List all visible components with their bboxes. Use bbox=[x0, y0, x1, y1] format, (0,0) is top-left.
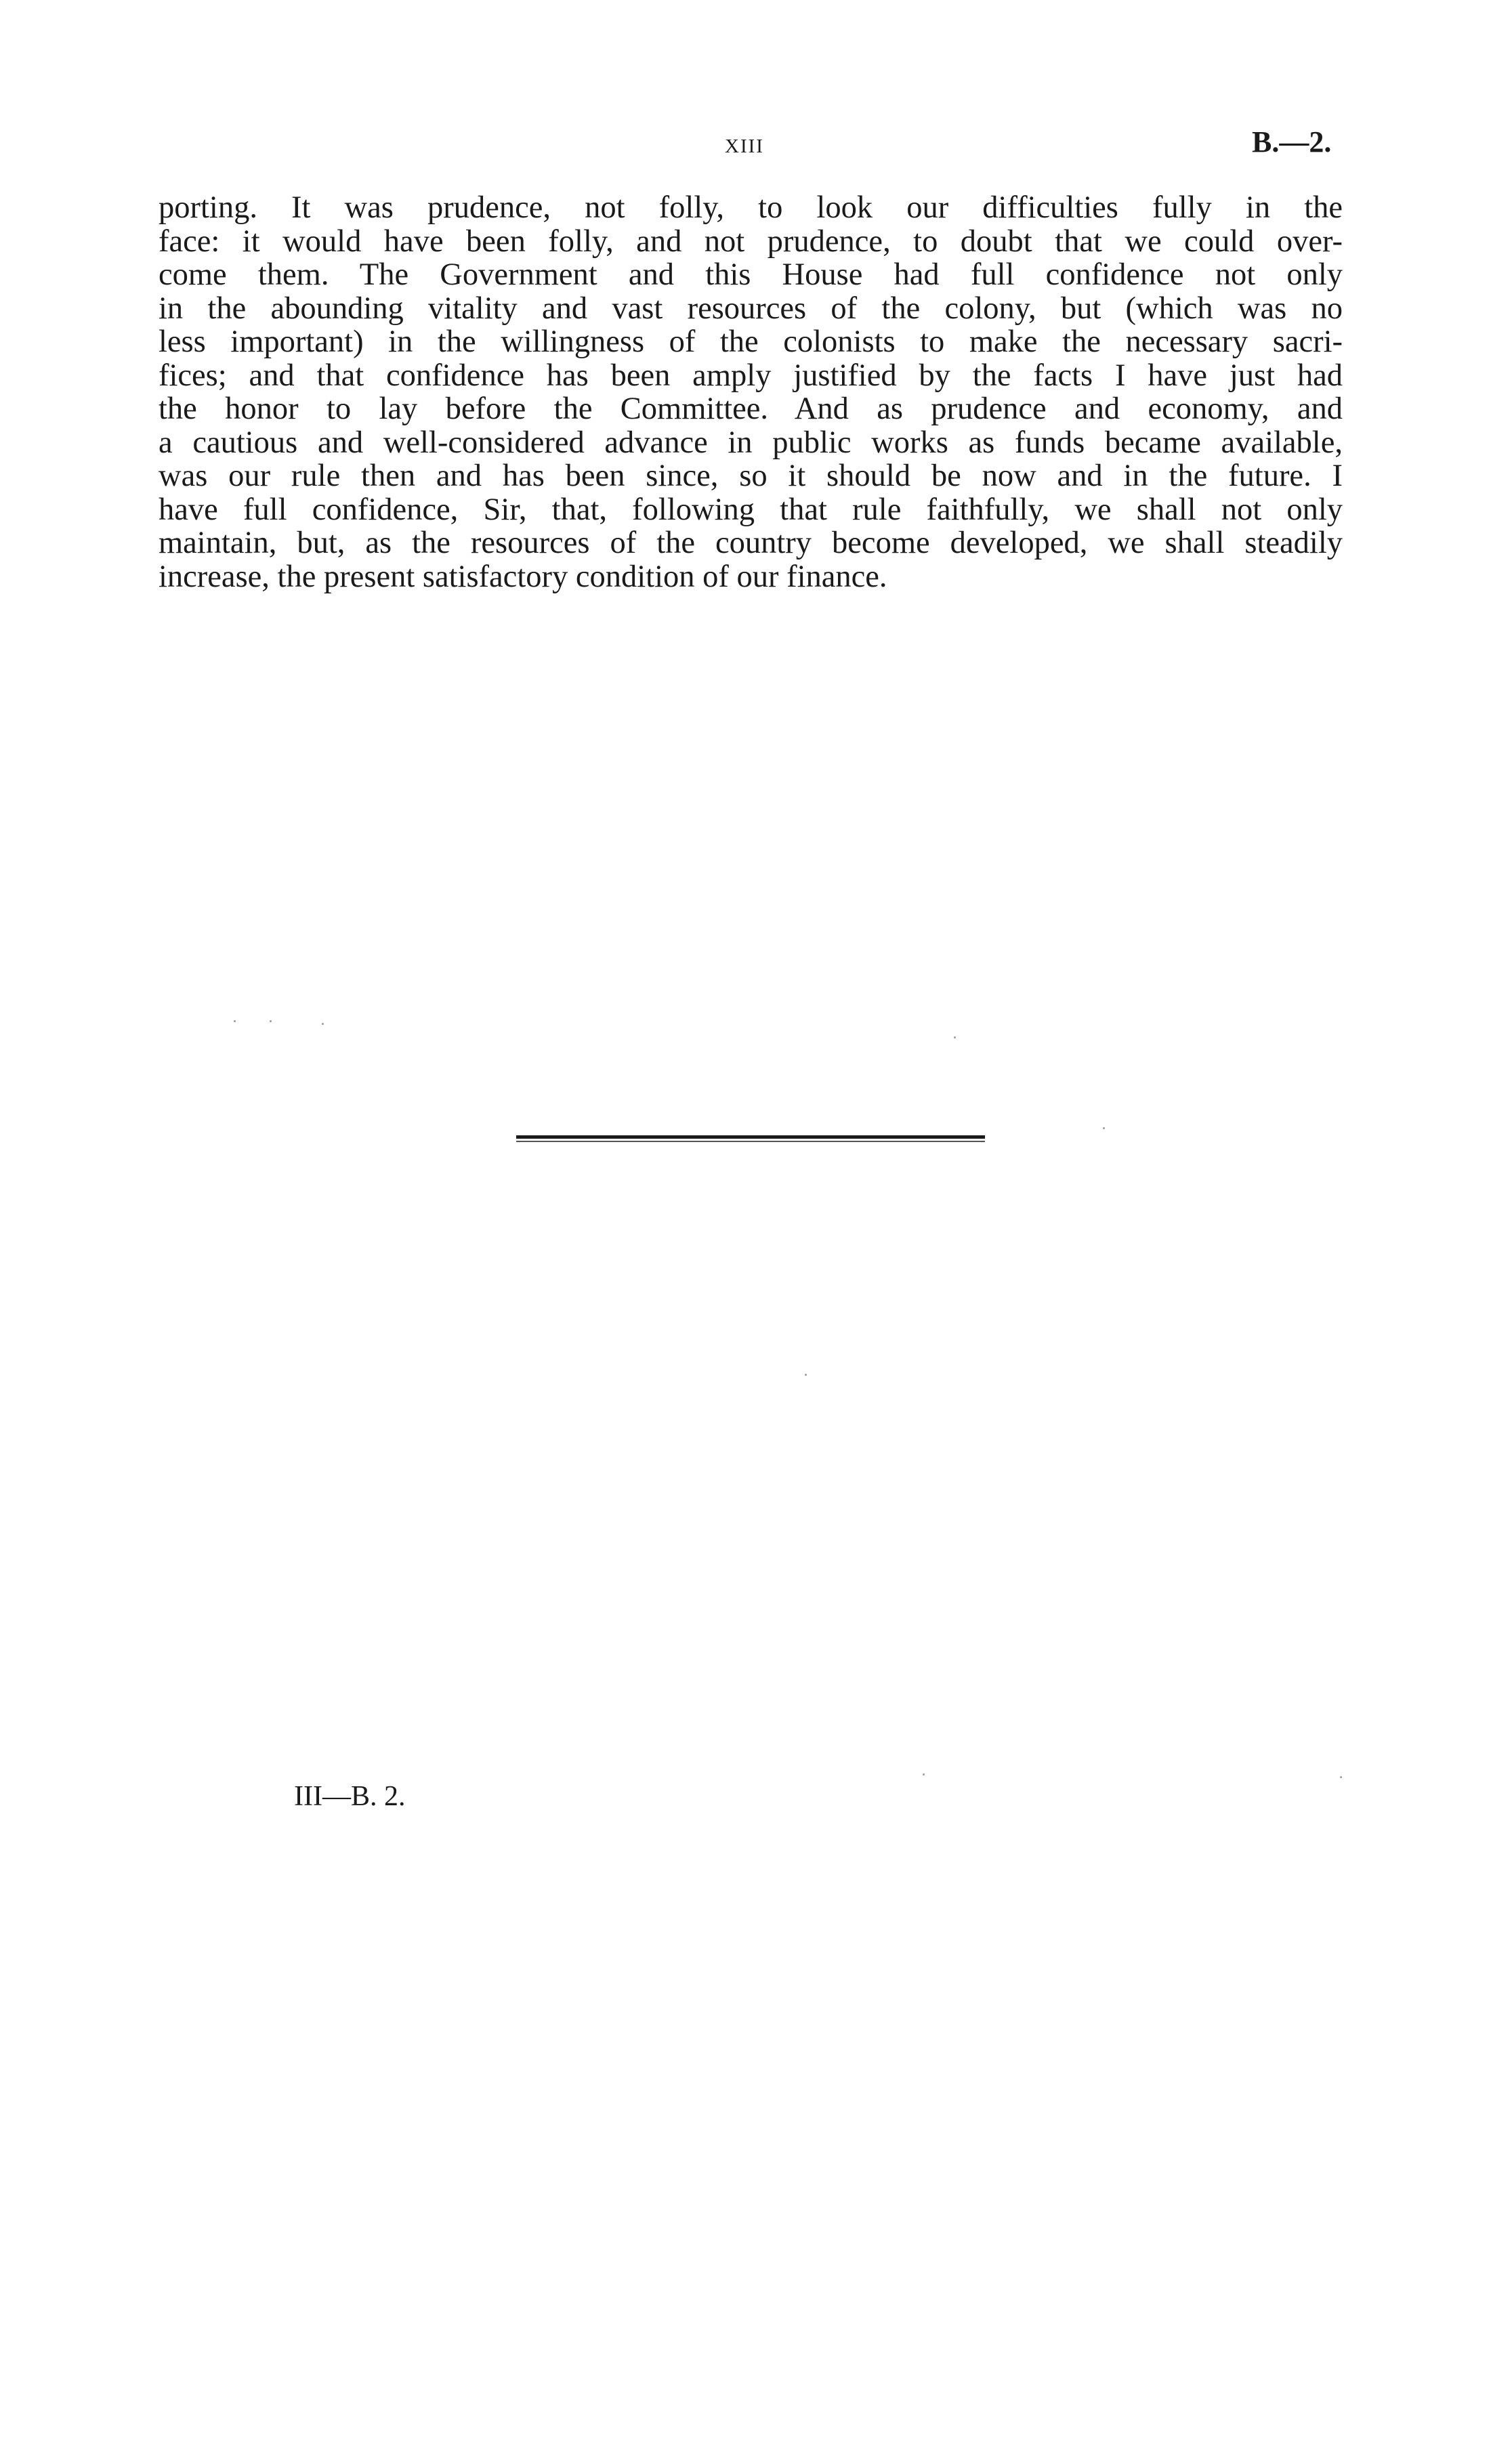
body-paragraph bbox=[159, 191, 1343, 593]
text-line: in the abounding vitality and vast resources of the colony, but (which was no bbox=[159, 291, 1343, 326]
text-line: porting. It was prudence, not folly, to look our difficulties fully in the bbox=[159, 190, 1343, 225]
rule-thin-line bbox=[516, 1141, 985, 1142]
text-line: was our rule then and has been since, so it should be now and in the future. I bbox=[159, 459, 1343, 493]
text-line: a cautious and well-considered advance in public works as funds became available, bbox=[159, 425, 1343, 460]
text-line: come them. The Government and this House had full confidence not only bbox=[159, 257, 1343, 292]
text-line: maintain, but, as the resources of the country become developed, we shall steadily bbox=[159, 526, 1343, 560]
text-line: less important) in the willingness of the colonists to make the necessary sacri- bbox=[159, 324, 1343, 359]
scan-speck bbox=[923, 1773, 925, 1775]
text-line: fices; and that confidence has been amply justified by the facts I have just had bbox=[159, 358, 1343, 393]
page-number: xiii bbox=[725, 128, 764, 159]
text-line: increase, the present satisfactory condition of our finance. bbox=[159, 559, 887, 594]
scan-speck bbox=[954, 1036, 956, 1038]
document-reference: B.—2. bbox=[1252, 125, 1332, 159]
text-line: the honor to lay before the Committee. And as prudence and economy, and bbox=[159, 392, 1343, 426]
text-line: face: it would have been folly, and not prudence, to doubt that we could over- bbox=[159, 224, 1343, 259]
text-line: have full confidence, Sir, that, following that rule faithfully, we shall not only bbox=[159, 492, 1343, 527]
scan-speck bbox=[1340, 1776, 1342, 1778]
page-signature: III—B. 2. bbox=[294, 1781, 406, 1812]
scan-speck bbox=[322, 1023, 324, 1025]
scan-speck bbox=[270, 1020, 272, 1022]
scan-speck bbox=[234, 1020, 236, 1022]
scan-speck bbox=[805, 1374, 807, 1376]
scan-speck bbox=[1103, 1127, 1105, 1129]
rule-thick-line bbox=[516, 1135, 985, 1139]
